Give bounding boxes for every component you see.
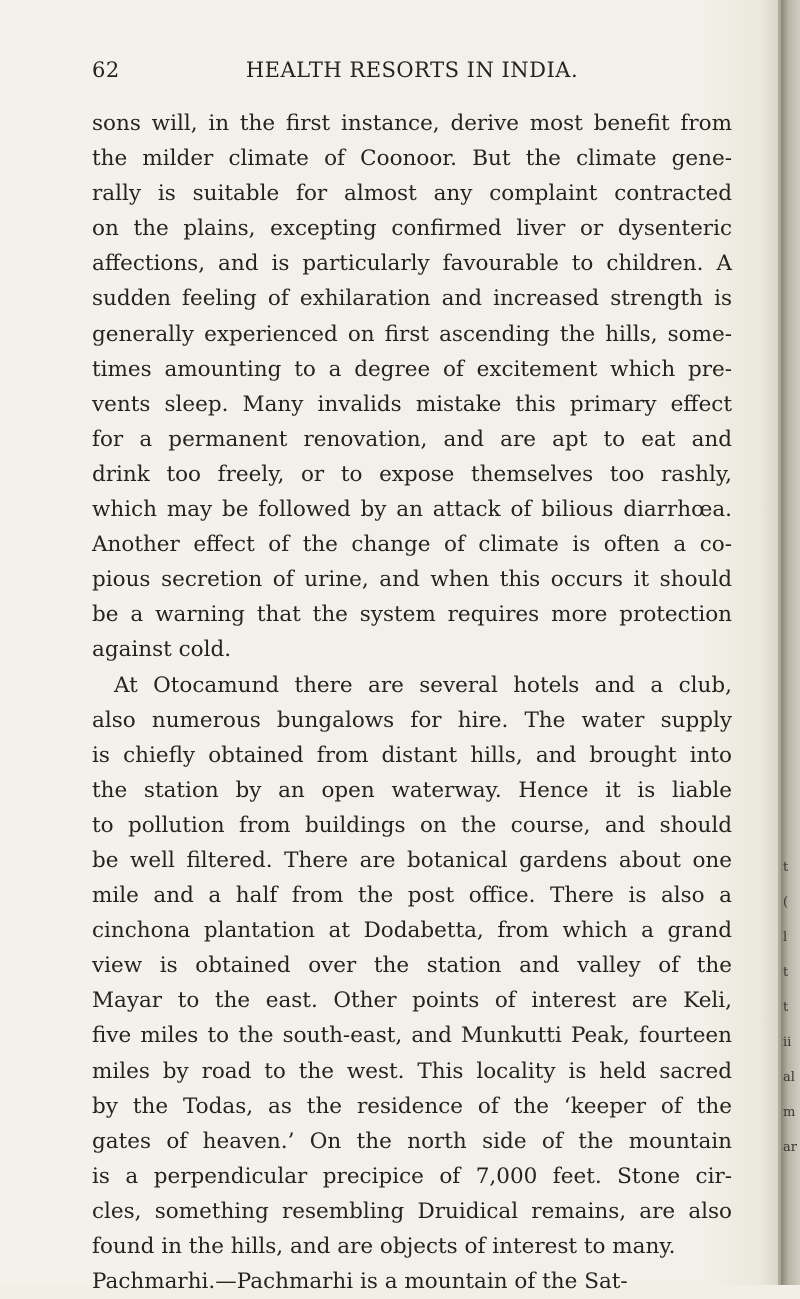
facing-page-char: ii <box>783 1035 792 1050</box>
text-line: be a warning that the system requires more protection <box>92 602 732 628</box>
facing-page-char: ( <box>783 895 789 910</box>
text-line: affections, and is particularly favourable to children. A <box>92 251 732 277</box>
text-line: is a perpendicular precipice of 7,000 feet. Stone cir- <box>92 1163 732 1189</box>
text-line: Another effect of the change of climate is often a co- <box>92 532 732 558</box>
facing-page-char: t <box>783 860 789 875</box>
text-line: to pollution from buildings on the course, and should <box>92 812 732 838</box>
text-line: At Otocamund there are several hotels and a club, <box>114 672 732 698</box>
running-title: HEALTH RESORTS IN INDIA. <box>245 58 579 82</box>
facing-page-char: l <box>783 930 788 945</box>
facing-page-char: m <box>783 1105 796 1120</box>
text-line: vents sleep. Many invalids mistake this primary effect <box>92 391 732 417</box>
facing-page-char: ar <box>783 1140 797 1155</box>
text-line: drink too freely, or to expose themselves too rashly, <box>92 461 732 487</box>
text-line: five miles to the south-east, and Munkutti Peak, fourteen <box>92 1023 732 1049</box>
facing-page-fragments <box>783 850 799 1165</box>
text-line: be well filtered. There are botanical gardens about one <box>92 847 732 873</box>
text-line: cles, something resembling Druidical remains, are also <box>92 1198 732 1224</box>
text-line: cinchona plantation at Dodabetta, from which a grand <box>92 918 732 944</box>
text-line: mile and a half from the post office. There is also a <box>92 883 732 909</box>
text-line: Mayar to the east. Other points of interest are Keli, <box>92 988 732 1014</box>
text-line: rally is suitable for almost any complaint contracted <box>92 181 732 207</box>
facing-page-char: al <box>783 1070 795 1085</box>
text-line: on the plains, excepting confirmed liver or dysenteric <box>92 216 732 242</box>
text-line: pious secretion of urine, and when this occurs it should <box>92 567 732 593</box>
text-line: against cold. <box>92 637 232 663</box>
text-line: the station by an open waterway. Hence it is liable <box>92 777 732 803</box>
text-line: the milder climate of Coonoor. But the climate gene- <box>92 146 732 172</box>
text-line: times amounting to a degree of excitement which pre- <box>92 356 732 382</box>
text-line: Pachmarhi.—Pachmarhi is a mountain of the Sat- <box>92 1269 628 1295</box>
text-line: which may be followed by an attack of bilious diarrhœa. <box>92 497 732 523</box>
text-line: gates of heaven.’ On the north side of the mountain <box>92 1128 732 1154</box>
text-line: sons will, in the first instance, derive most benefit from <box>92 111 732 136</box>
text-line: sudden feeling of exhilaration and increased strength is <box>92 286 732 312</box>
body-text <box>92 106 732 1299</box>
text-line: is chiefly obtained from distant hills, and brought into <box>92 742 732 768</box>
page-header <box>92 58 732 88</box>
facing-page-char: t <box>783 1000 789 1015</box>
text-line: also numerous bungalows for hire. The water supply <box>92 707 732 733</box>
text-line: view is obtained over the station and valley of the <box>92 953 732 979</box>
text-line: by the Todas, as the residence of the ‘keeper of the <box>92 1093 732 1119</box>
text-line: miles by road to the west. This locality is held sacred <box>92 1058 732 1084</box>
text-line: generally experienced on first ascending the hills, some- <box>92 321 732 347</box>
text-line: found in the hills, and are objects of interest to many. <box>92 1234 676 1259</box>
text-line: for a permanent renovation, and are apt to eat and <box>92 426 732 452</box>
facing-page-char: t <box>783 965 789 980</box>
page-number: 62 <box>92 58 120 82</box>
